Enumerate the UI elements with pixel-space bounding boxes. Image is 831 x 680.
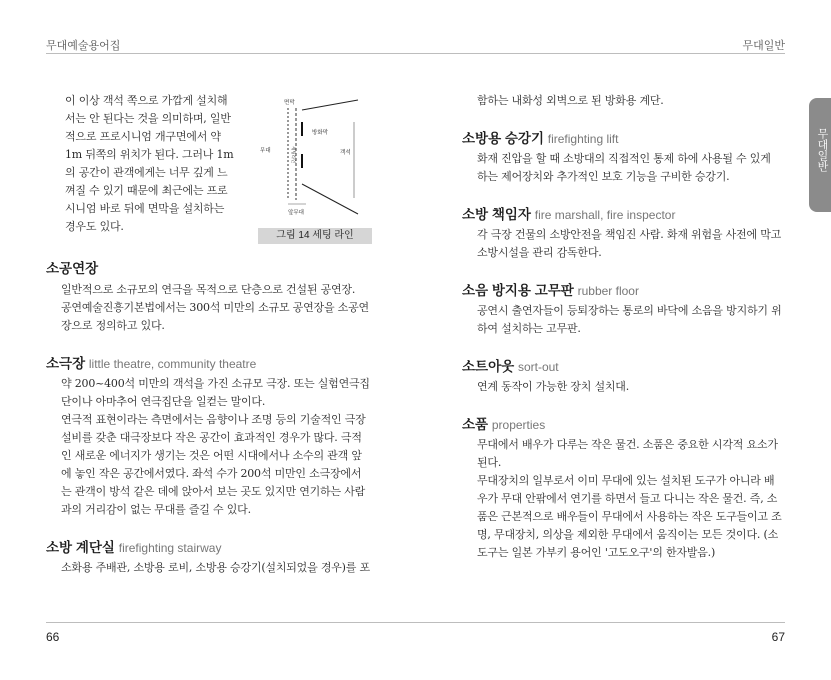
text-line: 이 이상 객석 쪽으로 가깝게 설치해 — [65, 94, 228, 107]
term-english: firefighting lift — [547, 132, 619, 146]
entry-properties — [462, 416, 787, 562]
term-korean: 소극장 — [46, 356, 86, 371]
term-korean: 소공연장 — [46, 261, 99, 276]
text-line: 껴질 수 있기 때문에 최근에는 프로 — [65, 184, 228, 197]
term-korean: 소방 계단실 — [46, 540, 115, 555]
entry-fire-marshall — [462, 206, 787, 262]
text-line: 일반적으로 소규모의 연극을 목적으로 단층으로 건설된 공연장. — [61, 283, 356, 296]
setting-line-diagram — [258, 94, 372, 246]
definition — [462, 436, 787, 562]
fire-curtain-label: 방화막 — [312, 130, 328, 136]
figure-caption: 그림 14 세팅 라인 — [258, 228, 372, 244]
term-english: sort-out — [517, 360, 559, 374]
text-line: 연계 동작이 가능한 장치 설치대. — [477, 380, 630, 393]
footer-divider — [46, 622, 785, 623]
term-heading — [462, 130, 787, 148]
continued-definition — [462, 92, 787, 110]
text-line: 무대장치의 일부로서 이미 무대에 있는 설치된 도구가 아니라 배 — [477, 474, 775, 487]
entry-rubber-floor — [462, 282, 787, 338]
setting-line-label: 세팅라인 — [290, 146, 295, 164]
page-number-right: 67 — [771, 630, 785, 644]
side-tab-label: 무대일반 — [816, 128, 828, 172]
text-line: 경우도 있다. — [65, 220, 124, 233]
text-line: 시니엄 바로 뒤에 면막을 설치하는 — [65, 202, 225, 215]
text-line: 명, 무대장치, 의상을 제외한 무대에서 움직이는 모든 것이다. (소 — [477, 528, 779, 541]
text-line: 서는 안 된다는 것을 의미하며, 일반 — [65, 112, 231, 125]
term-english: properties — [491, 418, 546, 432]
audience-label: 객석 — [340, 150, 351, 156]
term-korean: 소품 — [462, 417, 489, 432]
right-column — [462, 92, 787, 562]
definition — [462, 150, 787, 186]
term-heading — [46, 539, 372, 557]
text-line: 연극적 표현이라는 측면에서는 음향이나 조명 등의 기술적인 극장 — [61, 413, 366, 426]
text-line: 소화용 주배관, 소방용 로비, 소방용 승강기(설치되었을 경우)를 포 — [61, 561, 370, 574]
header-divider — [46, 53, 785, 54]
text-line: 하는 제어장치와 추가적인 보호 기능을 구비한 승강기. — [477, 170, 730, 183]
running-header-left: 무대예술용어집 — [46, 40, 121, 52]
entry-firefighting-lift — [462, 130, 787, 186]
definition — [462, 302, 787, 338]
term-heading — [46, 260, 372, 278]
term-heading — [462, 416, 787, 434]
page-number-left: 66 — [46, 630, 60, 644]
term-heading — [462, 282, 787, 300]
text-line: 하여 설치하는 고무판. — [477, 322, 581, 335]
term-korean: 소음 방지용 고무판 — [462, 283, 574, 298]
downstage-label: 앞무대 — [288, 210, 304, 216]
text-line: 소방시설을 관리 감독한다. — [477, 246, 602, 259]
stage-label: 무대 — [260, 148, 271, 154]
term-english: little theatre, community theatre — [88, 357, 257, 371]
left-column — [46, 92, 372, 577]
text-line: 공연예술진흥기본법에서는 300석 미만의 소규모 공연장을 소공연 — [61, 301, 369, 314]
text-line: 품은 근본적으로 배우들이 무대에서 사용하는 작은 도구들이고 조 — [477, 510, 782, 523]
definition — [46, 559, 372, 577]
text-line: 장으로 정의하고 있다. — [61, 319, 165, 332]
term-korean: 소방용 승강기 — [462, 131, 544, 146]
section-side-tab — [809, 98, 831, 212]
definition — [462, 226, 787, 262]
entry-small-theatre-hall — [46, 260, 372, 335]
text-line: 인 새로운 에너지가 생기는 것은 어떤 시대에서나 소수의 관객 앞 — [61, 449, 362, 462]
definition — [46, 375, 372, 519]
term-english: fire marshall, fire inspector — [534, 208, 676, 222]
term-heading — [46, 355, 372, 373]
proscenium-lower-line — [302, 184, 358, 214]
term-heading — [462, 358, 787, 376]
text-line: 에 놓인 작은 공간에서였다. 좌석 수가 200석 미만인 소극장에서 — [61, 467, 362, 480]
term-english: rubber floor — [577, 284, 639, 298]
term-korean: 소방 책임자 — [462, 207, 531, 222]
entry-sort-out — [462, 358, 787, 396]
front-curtain-label: 면막 — [284, 100, 295, 106]
proscenium-upper-line — [302, 100, 358, 110]
definition — [462, 378, 787, 396]
text-line: 우가 무대 안팎에서 연기를 하면서 들고 다니는 작은 물건. 즉, 소 — [477, 492, 778, 505]
text-line: 된다. — [477, 456, 502, 469]
text-line: 각 극장 건물의 소방안전을 책임진 사람. 화재 위험을 사전에 막고 — [477, 228, 782, 241]
text-line: 의 공간이 관객에게는 너무 깊게 느 — [65, 166, 228, 179]
text-line: 공연시 출연자들이 등퇴장하는 통로의 바닥에 소음을 방지하기 위 — [477, 304, 782, 317]
running-header-right: 무대일반 — [742, 40, 785, 52]
text-line: 적으로 프로시니엄 개구면에서 약 — [65, 130, 221, 143]
text-line: 과의 거리감이 없는 무대를 즐길 수 있다. — [61, 503, 251, 516]
text-line: 무대에서 배우가 다루는 작은 물건. 소품은 중요한 시각적 요소가 — [477, 438, 778, 451]
term-english: firefighting stairway — [118, 541, 222, 555]
entry-little-theatre — [46, 355, 372, 519]
text-line: 도구는 일본 가부키 용어인 '고도오구'의 한자발음.) — [477, 546, 716, 559]
text-line: 함하는 내화성 외벽으로 된 방화용 계단. — [477, 94, 664, 107]
text-line: 는 관객이 방석 같은 데에 앉아서 보는 곳도 있지만 연기하는 사람 — [61, 485, 366, 498]
text-line: 약 200~400석 미만의 객석을 가진 소규모 극장. 또는 실험연극집 — [61, 377, 370, 390]
intro-paragraph — [46, 92, 241, 236]
term-heading — [462, 206, 787, 224]
text-line: 단이나 아마추어 연극집단을 일컫는 말이다. — [61, 395, 266, 408]
definition — [46, 281, 372, 335]
text-line: 화재 진압을 할 때 소방대의 직접적인 통제 하에 사용될 수 있게 — [477, 152, 771, 165]
text-line: 설비를 갖춘 대극장보다 작은 공간이 효과적인 경우가 많다. 극적 — [61, 431, 362, 444]
entry-firefighting-stairway — [46, 539, 372, 577]
text-line: 1m 뒤쪽의 위치가 된다. 그러나 1m — [65, 148, 234, 161]
term-korean: 소트아웃 — [462, 359, 515, 374]
